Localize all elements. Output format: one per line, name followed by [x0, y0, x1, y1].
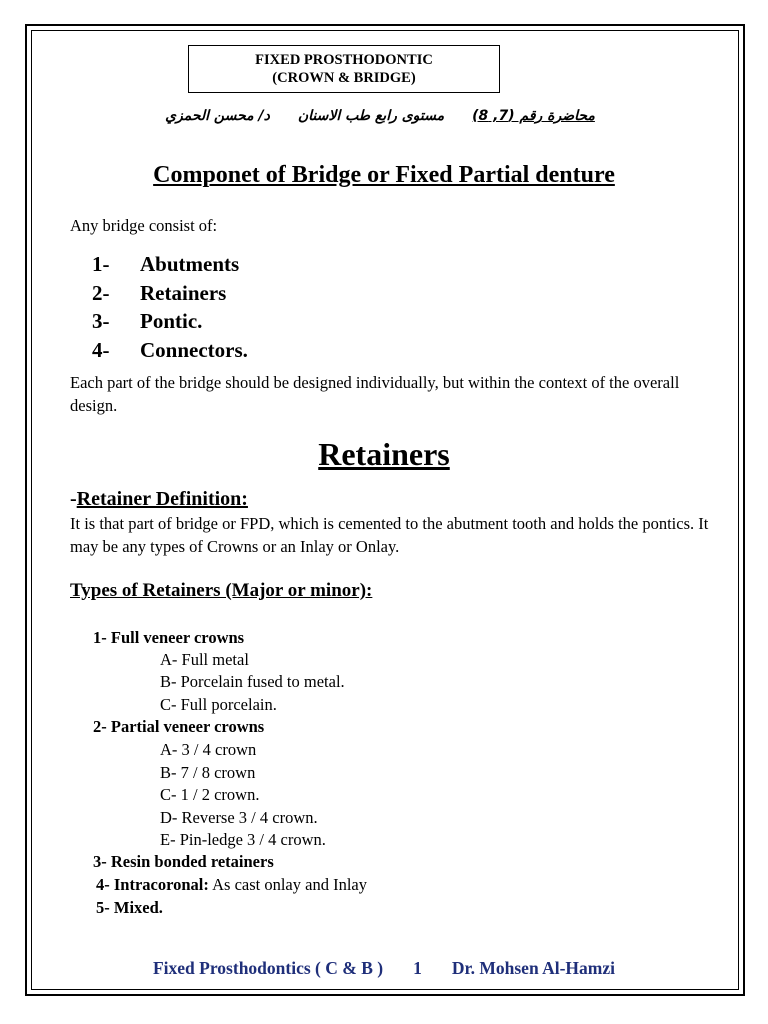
list-item: B- Porcelain fused to metal.	[160, 672, 345, 691]
design-note: Each part of the bridge should be designed individually, but within the context of the overall design.	[70, 373, 680, 415]
list-item: 2- Retainers	[92, 280, 227, 305]
definition-title: -Retainer Definition:	[70, 488, 248, 510]
list-item: B- 7 / 8 crown	[160, 763, 256, 782]
arabic-lecture-number: محاضرة رقم (7, 8)	[472, 108, 595, 124]
section-heading-retainers: Retainers	[318, 436, 450, 472]
component-list	[92, 250, 248, 364]
page-footer	[40, 958, 728, 979]
list-item: C- Full porcelain.	[160, 695, 277, 714]
list-item: 3- Resin bonded retainers	[93, 852, 274, 871]
page-number: 1	[413, 958, 422, 978]
list-item: D- Reverse 3 / 4 crown.	[160, 808, 318, 827]
course-title-line2: (CROWN & BRIDGE)	[272, 70, 416, 86]
arabic-doctor: د/ محسن الحمزي	[165, 108, 270, 124]
definition-text: It is that part of bridge or FPD, which is cemented to the abutment tooth and holds the pontics. It may be any types of Crowns or an Inlay or Onlay.	[70, 514, 709, 556]
arabic-level: مستوى رابع طب الاسنان	[297, 108, 445, 124]
course-title-line1: FIXED PROSTHODONTIC	[255, 52, 433, 68]
list-item: 1- Abutments	[92, 252, 240, 276]
list-item: A- Full metal	[160, 650, 249, 669]
footer-author: Dr. Mohsen Al-Hamzi	[451, 958, 615, 978]
arabic-lecture-line	[120, 108, 640, 124]
list-item: E- Pin-ledge 3 / 4 crown.	[160, 830, 326, 849]
list-item: C- 1 / 2 crown.	[160, 785, 260, 804]
list-item: 3- Pontic.	[92, 309, 203, 333]
types-title: Types of Retainers (Major or minor):	[70, 580, 373, 601]
page-title: Componet of Bridge or Fixed Partial denture	[153, 162, 615, 188]
list-item: 4- Intracoronal: As cast onlay and Inlay	[96, 875, 367, 894]
footer-course: Fixed Prosthodontics ( C & B )	[152, 958, 384, 978]
intro-text: Any bridge consist of:	[70, 216, 218, 235]
list-item: 1- Full veneer crowns	[93, 628, 245, 647]
list-item: 2- Partial veneer crowns	[93, 717, 265, 736]
list-item: 5- Mixed.	[96, 898, 163, 917]
course-title-box	[188, 45, 500, 93]
list-item: 4- Connectors.	[92, 337, 248, 362]
list-item: A- 3 / 4 crown	[160, 740, 257, 759]
